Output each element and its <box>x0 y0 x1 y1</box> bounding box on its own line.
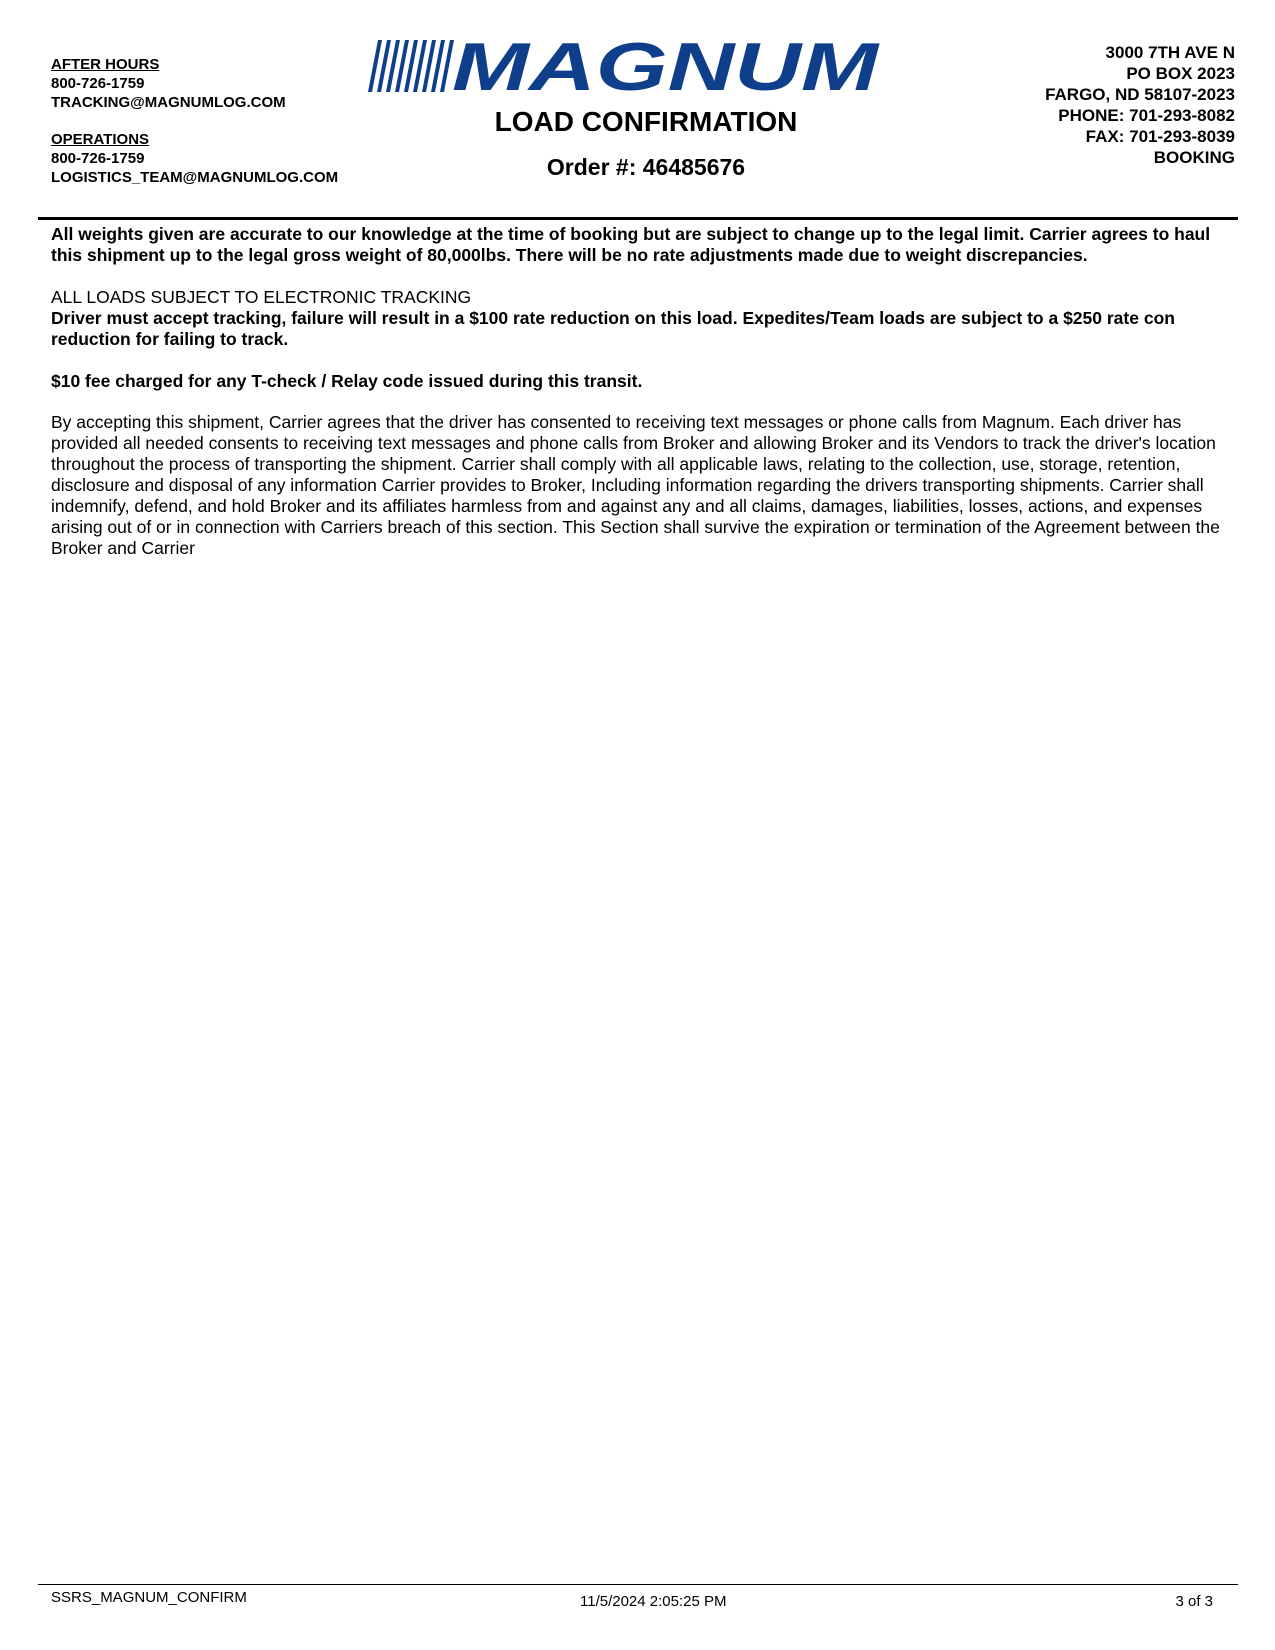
order-value: 46485676 <box>642 154 746 180</box>
tracking-text: Driver must accept tracking, failure will result in a $100 rate reduction on this load. Expedites/Team loads are subject to a $250 rate con reduction for failing to track. <box>51 308 1175 349</box>
address-city: FARGO, ND 58107-2023 <box>1045 85 1235 104</box>
after-hours-heading: AFTER HOURS <box>51 56 160 73</box>
address-street: 3000 7TH AVE N <box>1105 43 1235 62</box>
address-fax: FAX: 701-293-8039 <box>1085 127 1235 146</box>
address-phone: PHONE: 701-293-8082 <box>1058 106 1235 125</box>
order-number <box>366 154 926 181</box>
operations-contact <box>51 130 338 187</box>
magnum-logo <box>366 38 886 94</box>
operations-email: LOGISTICS_TEAM@MAGNUMLOG.COM <box>51 169 339 186</box>
footer-report-name: SSRS_MAGNUM_CONFIRM <box>51 1589 247 1606</box>
footer-page-number: 3 of 3 <box>1175 1593 1213 1610</box>
company-address <box>1045 42 1235 168</box>
operations-heading: OPERATIONS <box>51 131 150 148</box>
header-divider <box>38 217 1238 220</box>
operations-phone: 800-726-1759 <box>51 150 145 167</box>
order-label: Order #: <box>546 154 637 180</box>
after-hours-email: TRACKING@MAGNUMLOG.COM <box>51 94 286 111</box>
after-hours-phone: 800-726-1759 <box>51 75 145 92</box>
weights-notice: All weights given are accurate to our knowledge at the time of booking but are subject to change up to the legal limit. Carrier agrees to haul this shipment up to the legal gross weight of 80,000lbs. There will be no rate adjustments made due to weight discrepancies. <box>51 224 1211 265</box>
footer-divider <box>38 1584 1238 1585</box>
tracking-notice <box>51 287 1241 350</box>
address-department: BOOKING <box>1153 148 1235 167</box>
consent-clause: By accepting this shipment, Carrier agrees that the driver has consented to receiving text messages or phone calls from Magnum. Each driver has provided all needed consents to receiving text messages and phone calls from Broker and allowing Broker and its Vendors to track the driver's location throughout the process of transporting the shipment. Carrier shall comply with all applicable laws, relating to the collection, use, storage, retention, disclosure and disposal of any information Carrier provides to Broker, Including information regarding the drivers transporting shipments. Carrier shall indemnify, defend, and hold Broker and its affiliates harmless from and against any and all claims, damages, liabilities, losses, actions, and expenses arising out of or in connection with Carriers breach of this section. This Section shall survive the expiration or termination of the Agreement between the Broker and Carrier <box>51 412 1220 558</box>
tcheck-notice: $10 fee charged for any T-check / Relay code issued during this transit. <box>51 371 643 391</box>
tracking-heading: ALL LOADS SUBJECT TO ELECTRONIC TRACKING <box>51 287 472 307</box>
logo-speed-stripes <box>368 40 454 92</box>
document-title: LOAD CONFIRMATION <box>494 106 798 137</box>
logo-wordmark: MAGNUM <box>452 38 880 94</box>
after-hours-contact <box>51 55 286 112</box>
address-po-box: PO BOX 2023 <box>1126 64 1235 83</box>
footer-datetime: 11/5/2024 2:05:25 PM <box>580 1593 727 1610</box>
